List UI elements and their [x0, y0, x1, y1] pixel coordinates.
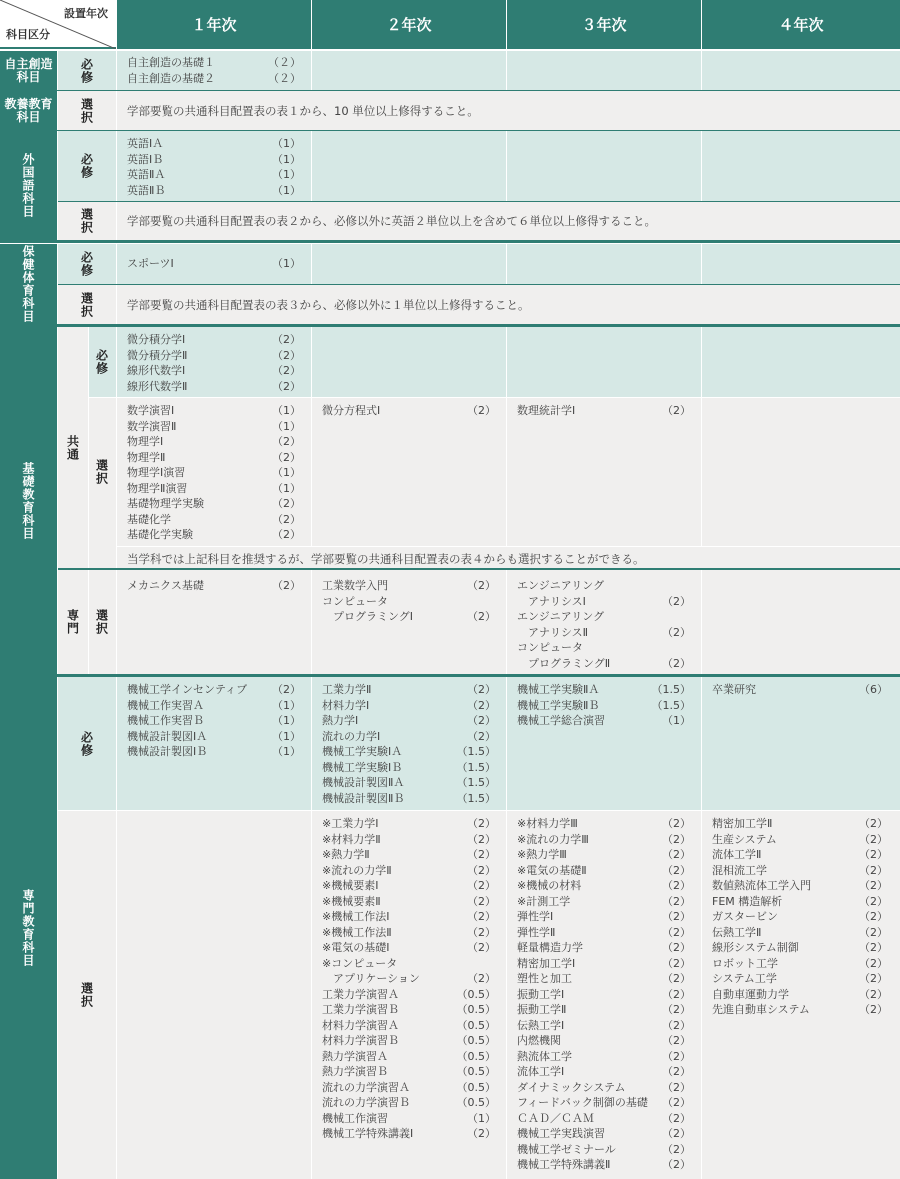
grid-line	[88, 397, 900, 398]
course-row: 流体工学Ⅱ （2）	[712, 848, 888, 861]
course-row: 数学演習Ⅱ （1）	[127, 419, 301, 433]
course-row: 微分積分学Ⅰ （2）	[127, 333, 301, 346]
course-list-senmon-sentaku-y4	[712, 816, 888, 1018]
course-row: 流れの力学Ⅰ （2）	[322, 729, 496, 743]
course-row: ※機械工作法Ⅰ （2）	[322, 910, 496, 923]
course-row: ※流れの力学Ⅱ （2）	[322, 863, 496, 877]
course-row: 機械設計製図ⅡＢ （1.5）	[322, 791, 496, 805]
label-gaikoku-sentaku: 選択	[79, 208, 94, 234]
header-year-3: ３年次	[507, 0, 701, 49]
course-row: 流体工学Ⅰ （2）	[517, 1065, 691, 1078]
course-row: 機械設計製図ⅡＡ （1.5）	[322, 776, 496, 789]
course-row: システム工学 （2）	[712, 972, 888, 985]
course-row: 機械工学実験ⅠＢ （1.5）	[322, 760, 496, 774]
course-row: 先進自動車システム （2）	[712, 1003, 888, 1016]
course-row: 自主創造の基礎２ （２）	[127, 71, 301, 85]
course-list-kiso-senmon-y3	[517, 578, 691, 671]
course-row: 物理学Ⅱ （2）	[127, 450, 301, 464]
grid-line	[58, 810, 900, 811]
course-row: 自主創造の基礎１ （２）	[127, 56, 301, 69]
course-row: 英語ⅡＡ （1）	[127, 168, 301, 181]
note-hoken: 学部要覧の共通科目配置表の表３から、必修以外に１単位以上修得すること。	[127, 298, 530, 312]
grid-line	[701, 244, 702, 284]
section-divider	[58, 284, 900, 285]
course-row: 物理学Ⅰ （2）	[127, 435, 301, 448]
course-list-senmon-sentaku-y2	[322, 816, 496, 1142]
course-row: 伝熱工学Ⅰ （2）	[517, 1018, 691, 1032]
course-row: フィードバック制御の基礎 （2）	[517, 1096, 691, 1109]
grid-line	[506, 131, 507, 201]
course-row: 流れの力学演習Ｂ （0.5）	[322, 1096, 496, 1109]
course-row: 機械工学実験ⅡＡ （1.5）	[517, 683, 691, 696]
category-hoken: 保健体育科目	[0, 244, 57, 324]
course-row: ※工業力学Ⅰ （2）	[322, 817, 496, 830]
grid-line	[506, 327, 507, 546]
course-row: 工業数学入門 （2）	[322, 579, 496, 592]
course-row: ※コンピュータ	[322, 956, 398, 970]
course-row: アプリケーション （2）	[322, 972, 496, 985]
course-row: 基礎化学 （2）	[127, 512, 301, 526]
course-row: 伝熱工学Ⅱ （2）	[712, 925, 888, 939]
grid-line	[311, 51, 312, 90]
course-row: 機械工学実験ⅡＢ （1.5）	[517, 698, 691, 712]
grid-line	[506, 51, 507, 90]
course-row: ※機械要素Ⅰ （2）	[322, 879, 496, 892]
course-row: ダイナミックシステム （2）	[517, 1080, 691, 1094]
category-kyoyo: 教養教育 科目	[0, 91, 57, 130]
course-row: 線形代数学Ⅱ （2）	[127, 379, 301, 393]
grid-line	[701, 327, 702, 546]
grid-line	[116, 546, 900, 547]
course-row: 機械設計製図ⅠＡ （1）	[127, 729, 301, 743]
section-divider	[0, 674, 900, 677]
course-row: 機械工学総合演習 （1）	[517, 714, 691, 727]
course-list-kiso-sentaku-y2	[322, 403, 496, 419]
course-row: ※流れの力学Ⅲ （2）	[517, 832, 691, 846]
label-jishu-hisshu: 必修	[79, 57, 94, 84]
course-row: 機械工作実習Ａ （1）	[127, 698, 301, 712]
course-row: 機械設計製図ⅠＢ （1）	[127, 745, 301, 758]
course-row: 弾性学Ⅱ （2）	[517, 925, 691, 939]
category-kiso: 基礎教育科目	[0, 327, 57, 674]
label-kiso-senmon-sentaku: 選択	[94, 609, 109, 635]
course-row: プログラミングⅠ （2）	[322, 610, 496, 623]
course-row: 流れの力学演習Ａ （0.5）	[322, 1080, 496, 1094]
grid-line	[116, 51, 117, 1179]
course-row: ロボット工学 （2）	[712, 956, 888, 970]
section-divider	[58, 568, 900, 570]
course-list-senmon-hisshu-y3	[517, 682, 691, 729]
course-row: スポーツⅠ （1）	[127, 257, 301, 270]
course-row: 機械工学実験ⅠＡ （1.5）	[322, 745, 496, 758]
course-row: 線形システム制御 （2）	[712, 941, 888, 954]
course-list-senmon-hisshu-y2	[322, 682, 496, 806]
course-row: メカニクス基礎 （2）	[127, 579, 301, 592]
course-row: 生産システム （2）	[712, 832, 888, 846]
section-divider	[0, 130, 900, 131]
grid-line	[506, 677, 507, 1179]
grid-line	[701, 677, 702, 1179]
corner-label-category: 科目区分	[6, 28, 50, 41]
header-year-1: １年次	[117, 0, 311, 49]
course-row: 自動車運動力学 （2）	[712, 987, 888, 1001]
course-list-kiso-senmon-y2	[322, 578, 496, 625]
course-row: 内燃機関 （2）	[517, 1034, 691, 1047]
course-row: アナリシスⅠ （2）	[517, 594, 691, 608]
section-divider	[0, 324, 900, 327]
course-row: 微分方程式Ⅰ （2）	[322, 404, 496, 417]
course-row: コンピュータ	[517, 641, 583, 654]
course-row: 英語ⅠＡ （1）	[127, 137, 301, 150]
grid-line	[311, 131, 312, 201]
note-kiso: 当学科では上記科目を推奨するが、学部要覧の共通科目配置表の表４からも選択することができる。	[127, 552, 645, 566]
course-row: 熱力学Ⅰ （2）	[322, 714, 496, 727]
grid-line	[88, 327, 89, 674]
course-row: 熱力学演習Ｂ （0.5）	[322, 1065, 496, 1078]
grid-line	[311, 327, 312, 546]
course-row: 英語ⅡＢ （1）	[127, 183, 301, 197]
category-senmon: 専門教育科目	[0, 677, 57, 1179]
course-list-gaikoku-hisshu	[127, 136, 301, 198]
course-list-senmon-hisshu-y4	[712, 682, 888, 698]
grid-line	[311, 677, 312, 1179]
course-row: 弾性学Ⅰ （2）	[517, 910, 691, 923]
course-row: 数値熱流体工学入門 （2）	[712, 879, 888, 892]
course-row: 機械工学ゼミナール （2）	[517, 1142, 691, 1156]
course-row: 精密加工学Ⅱ （2）	[712, 817, 888, 830]
course-row: 英語ⅠＢ （1）	[127, 152, 301, 166]
course-list-kiso-sentaku-y3	[517, 403, 691, 419]
label-kiso-kyotsu: 共通	[65, 434, 80, 461]
grid-line	[701, 570, 702, 674]
course-row: 数理統計学Ⅰ （2）	[517, 404, 691, 417]
label-kiso-hisshu: 必修	[94, 349, 109, 375]
course-row: 機械工作演習 （1）	[322, 1111, 496, 1125]
course-row: 機械工学特殊講義Ⅰ （2）	[322, 1127, 496, 1140]
course-row: 機械工作実習Ｂ （1）	[127, 714, 301, 727]
corner-label-year: 設置年次	[64, 7, 108, 20]
label-gaikoku-hisshu: 必修	[79, 153, 94, 179]
course-row: プログラミングⅡ （2）	[517, 656, 691, 670]
course-row: ※熱力学Ⅲ （2）	[517, 848, 691, 861]
course-row: 物理学Ⅱ演習 （1）	[127, 481, 301, 495]
course-row: 機械工学実践演習 （2）	[517, 1127, 691, 1140]
label-senmon-sentaku: 選択	[79, 982, 94, 1008]
course-row: 材料力学演習Ａ （0.5）	[322, 1018, 496, 1032]
grid-line	[701, 51, 702, 90]
course-row: 熱力学演習Ａ （0.5）	[322, 1049, 496, 1063]
label-hoken-hisshu: 必修	[79, 251, 94, 277]
course-row: 工業力学演習Ａ （0.5）	[322, 987, 496, 1001]
course-row: 機械工学特殊講義Ⅱ （2）	[517, 1158, 691, 1171]
note-kyoyo: 学部要覧の共通科目配置表の表１から、10 単位以上修得すること。	[127, 104, 479, 118]
course-row: コンピュータ	[322, 594, 388, 608]
course-list-senmon-sentaku-y3	[517, 816, 691, 1173]
course-row: ※計測工学 （2）	[517, 894, 691, 908]
grid-line	[506, 244, 507, 284]
course-row: 卒業研究 （6）	[712, 683, 888, 696]
course-list-kiso-hisshu	[127, 332, 301, 394]
label-senmon-hisshu: 必修	[79, 730, 94, 757]
course-row: ※材料力学Ⅲ （2）	[517, 817, 691, 830]
course-row: ※電気の基礎Ⅰ （2）	[322, 941, 496, 954]
course-row: 軽量構造力学 （2）	[517, 941, 691, 954]
course-row: エンジニアリング	[517, 610, 605, 623]
course-row: ※電気の基礎Ⅱ （2）	[517, 863, 691, 877]
course-row: ※材料力学Ⅱ （2）	[322, 832, 496, 846]
course-row: アナリシスⅡ （2）	[517, 625, 691, 639]
header-corner	[0, 0, 116, 49]
course-row: 振動工学Ⅱ （2）	[517, 1003, 691, 1016]
header-year-4: ４年次	[702, 0, 900, 49]
course-list-jishu	[127, 55, 301, 86]
course-row: 線形代数学Ⅰ （2）	[127, 364, 301, 377]
course-row: 工業力学Ⅱ （2）	[322, 683, 496, 696]
course-row: 材料力学Ⅰ （2）	[322, 698, 496, 712]
course-row: 熱流体工学 （2）	[517, 1049, 691, 1063]
course-list-kiso-senmon-y1	[127, 578, 301, 594]
label-hoken-sentaku: 選択	[79, 291, 94, 318]
course-row: ※熱力学Ⅱ （2）	[322, 848, 496, 861]
section-divider	[0, 240, 900, 243]
note-gaikoku: 学部要覧の共通科目配置表の表２から、必修以外に英語２単位以上を含めて６単位以上修得すること。	[127, 214, 656, 228]
label-kyoyo-sentaku: 選択	[79, 97, 94, 124]
header-year-2: ２年次	[312, 0, 506, 49]
course-row: FEM 構造解析 （2）	[712, 894, 888, 908]
course-row: 基礎化学実験 （2）	[127, 528, 301, 541]
course-row: 機械工学インセンティブ （2）	[127, 683, 301, 696]
label-kiso-senmon: 専門	[65, 609, 80, 635]
course-row: 材料力学演習Ｂ （0.5）	[322, 1034, 496, 1047]
course-list-kiso-sentaku-y1	[127, 403, 301, 543]
course-list-senmon-hisshu-y1	[127, 682, 301, 760]
category-jishu: 自主創造 科目	[0, 51, 57, 90]
section-divider	[58, 201, 900, 202]
grid-line	[701, 131, 702, 201]
category-gaikoku: 外国語科目	[0, 131, 57, 240]
course-row: 工業力学演習Ｂ （0.5）	[322, 1003, 496, 1016]
course-row: ※機械要素Ⅱ （2）	[322, 894, 496, 908]
grid-line	[506, 570, 507, 674]
label-kiso-sentaku: 選択	[94, 459, 109, 485]
course-row: ※機械工作法Ⅱ （2）	[322, 925, 496, 939]
grid-line	[311, 570, 312, 674]
course-row: ※機械の材料 （2）	[517, 879, 691, 892]
course-row: ＣＡＤ／ＣＡＭ （2）	[517, 1111, 691, 1125]
course-row: 塑性と加工 （2）	[517, 972, 691, 985]
course-list-hoken-hisshu	[127, 256, 301, 272]
course-row: 混相流工学 （2）	[712, 863, 888, 877]
course-row: 精密加工学Ⅰ （2）	[517, 956, 691, 970]
course-row: 微分積分学Ⅱ （2）	[127, 348, 301, 362]
course-row: ガスタービン （2）	[712, 910, 888, 923]
course-row: エンジニアリング	[517, 579, 605, 592]
course-row: 基礎物理学実験 （2）	[127, 497, 301, 510]
course-row: 物理学Ⅰ演習 （1）	[127, 466, 301, 479]
grid-line	[311, 244, 312, 284]
course-row: 振動工学Ⅰ （2）	[517, 987, 691, 1001]
section-divider	[0, 90, 900, 91]
course-row: 数学演習Ⅰ （1）	[127, 404, 301, 417]
